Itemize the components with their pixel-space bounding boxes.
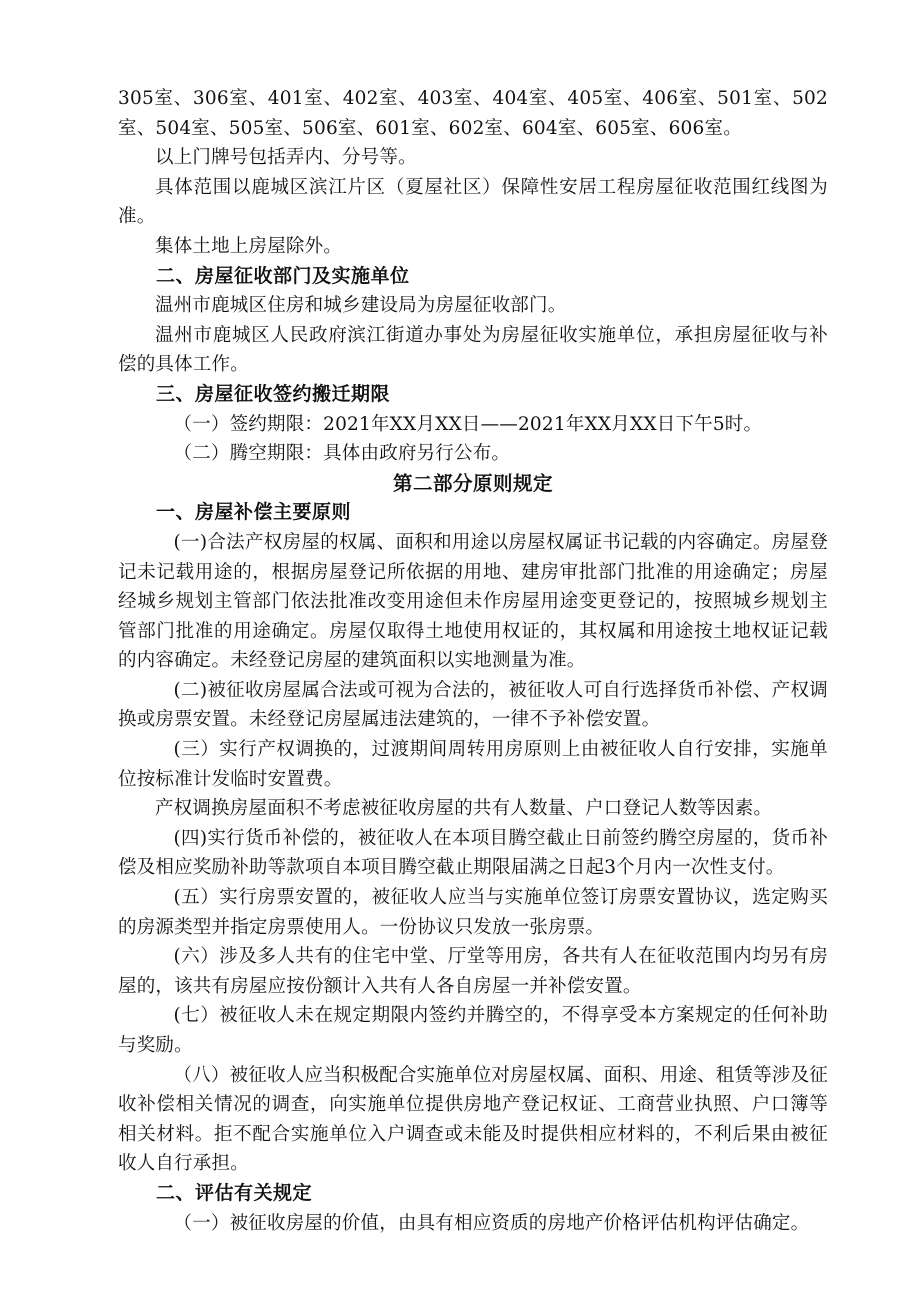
paragraph-department: 温州市鹿城区住房和城乡建设局为房屋征收部门。 (155, 295, 567, 317)
heading-deadline: 三、房屋征收签约搬迁期限 (156, 382, 391, 405)
paragraph-evaluation-1: （一）被征收房屋的价值，由具有相应资质的房地产价格评估机构评估确定。 (173, 1212, 810, 1234)
paragraph-room-list: 305室、306室、401室、402室、403室、404室、405室、406室、501室、502室、504室、505室、506室、601室、602室、604室、605室、606室。 (118, 88, 828, 139)
paragraph-principle-3: (三）实行产权调换的，过渡期间周转用房原则上由被征收人自行安排，实施单位按标准计发临时安置费。 (118, 739, 828, 790)
section-title: 第二部分原则规定 (392, 471, 553, 495)
paragraph-principle-1: (一)合法产权房屋的权属、面积和用途以房屋权属证书记载的内容确定。房屋登记未记载用途的，根据房屋登记所依据的用地、建房审批部门批准的用途确定；房屋经城乡规划主管部门依法批准改变用途但未作房屋用途变更登记的，按照城乡规划主管部门批准的用途确定。房屋仅取得土地使用权证的，其权属和用途按土地权证记载的内容确定。未经登记房屋的建筑面积以实地测量为准。 (118, 531, 828, 672)
paragraph-principle-5: (五）实行房票安置的，被征收人应当与实施单位签订房票安置协议，选定购买的房源类型并指定房票使用人。一份协议只发放一张房票。 (118, 887, 828, 938)
paragraph-signing-period: （一）签约期限：2021年XX月XX日——2021年XX月XX日下午5时。 (173, 413, 763, 435)
paragraph-exclusion: 集体土地上房屋除外。 (155, 235, 343, 257)
paragraph-vacating-period: （二）腾空期限：具体由政府另行公布。 (173, 443, 511, 465)
heading-department: 二、房屋征收部门及实施单位 (156, 264, 410, 287)
paragraph-principle-8: （八）被征收人应当积极配合实施单位对房屋权属、面积、用途、租赁等涉及征收补偿相关情况的调查，向实施单位提供房地产登记权证、工商营业执照、户口簿等相关材料。拒不配合实施单位入户调查或未能及时提供相应材料的，不利后果由被征收人自行承担。 (118, 1064, 829, 1175)
heading-compensation-principles: 一、房屋补偿主要原则 (156, 501, 352, 524)
paragraph-principle-3-note: 产权调换房屋面积不考虑被征收房屋的共有人数量、户口登记人数等因素。 (155, 798, 773, 820)
document-page (118, 84, 828, 1238)
paragraph-principle-6: (六）涉及多人共有的住宅中堂、厅堂等用房，各共有人在征收范围内均另有房屋的，该共有房屋应按份额计入共有人各自房屋一并补偿安置。 (118, 946, 828, 997)
paragraph-implementing-unit: 温州市鹿城区人民政府滨江街道办事处为房屋征收实施单位，承担房屋征收与补偿的具体工作。 (118, 324, 828, 376)
paragraph-principle-2: (二)被征收房屋属合法或可视为合法的，被征收人可自行选择货币补偿、产权调换或房票安置。未经登记房屋属违法建筑的，一律不予补偿安置。 (118, 679, 828, 731)
heading-evaluation: 二、评估有关规定 (156, 1181, 313, 1204)
paragraph-door-number-note: 以上门牌号包括弄内、分号等。 (155, 147, 417, 169)
paragraph-scope: 具体范围以鹿城区滨江片区（夏屋社区）保障性安居工程房屋征收范围红线图为准。 (118, 176, 828, 228)
paragraph-principle-4: (四)实行货币补偿的，被征收人在本项目腾空截止日前签约腾空房屋的，货币补偿及相应奖励补助等款项自本项目腾空截止期限届满之日起3个月内一次性支付。 (118, 827, 828, 879)
paragraph-principle-7: (七）被征收人未在规定期限内签约并腾空的，不得享受本方案规定的任何补助与奖励。 (118, 1005, 828, 1056)
